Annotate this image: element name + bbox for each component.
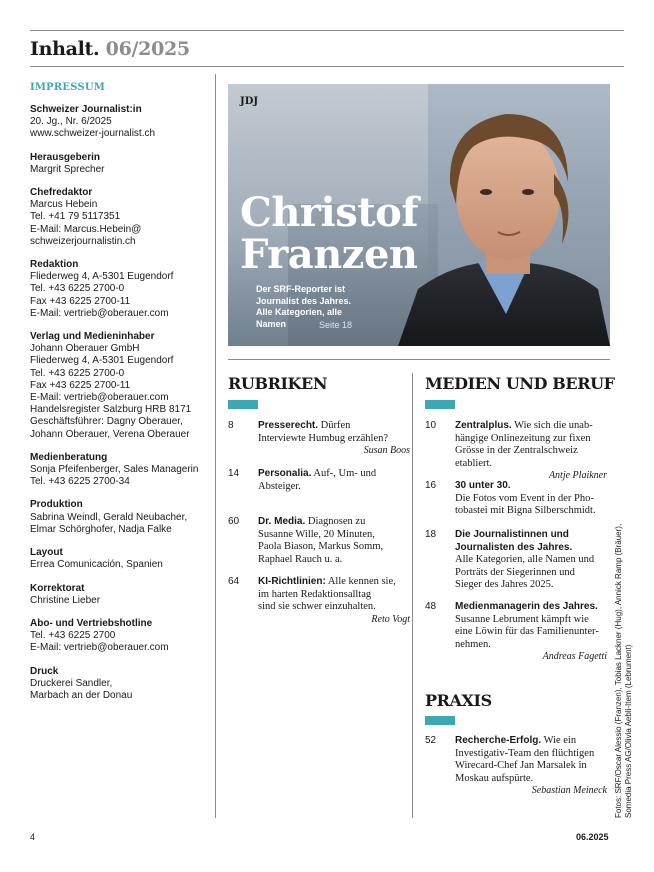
impressum-block xyxy=(30,259,212,320)
impressum-line: Fax +43 6225 2700-11 xyxy=(30,295,131,307)
impressum-line: Druckerei Sandler, xyxy=(30,677,113,689)
toc-text-line: im harten Redaktionsalltag xyxy=(258,588,372,600)
toc-first-line xyxy=(258,420,410,433)
toc-text-line: Susanne Lebrument kämpft wie xyxy=(455,613,589,625)
toc-body xyxy=(455,480,607,518)
impressum-block xyxy=(30,331,212,441)
toc-text-line: Susanne Wille, 20 Minuten, xyxy=(258,528,375,540)
cover-caption-page: Seite 18 xyxy=(319,320,353,330)
section-title-praxis: PRAXIS xyxy=(425,691,492,710)
impressum-line: Fliederweg 4, A-5301 Eugendorf xyxy=(30,355,174,367)
toc-keyword: Zentralplus. xyxy=(455,420,512,431)
impressum-line: Marbach an der Donau xyxy=(30,689,133,701)
impressum-block xyxy=(30,452,212,489)
impressum-line: Elmar Schörghofer, Nadja Falke xyxy=(30,523,172,535)
toc-text: Wie sich die unab- xyxy=(511,420,593,431)
impressum-line: Johann Oberauer GmbH xyxy=(30,343,140,355)
toc-author: Andreas Fagetti xyxy=(542,651,607,662)
toc-page-number: 16 xyxy=(425,480,437,491)
impressum-line: Geschäftsführer: Dagny Oberauer, xyxy=(30,416,183,428)
toc-text-line: etabliert. xyxy=(455,457,493,469)
section-divider xyxy=(412,373,413,818)
section-title-medien: MEDIEN UND BERUF xyxy=(425,374,615,393)
accent-bar xyxy=(425,400,455,409)
impressum-line: E-Mail: vertrieb@oberauer.com xyxy=(30,307,169,319)
toc-text: Dürfen xyxy=(318,420,351,431)
impressum-label: Produktion xyxy=(30,499,83,511)
toc-first-line xyxy=(258,468,410,481)
cover-headline: Christof Franzen xyxy=(240,189,419,278)
impressum-line: Errea Comunicación, Spanien xyxy=(30,559,163,571)
accent-bar xyxy=(228,400,258,409)
impressum-label: Verlag und Medieninhaber xyxy=(30,331,155,343)
toc-keyword: Die Journalistinnen und xyxy=(455,529,569,540)
toc-body xyxy=(258,576,410,626)
toc-body xyxy=(455,735,607,798)
toc-page-number: 10 xyxy=(425,420,437,431)
toc-keyword: Medienmanagerin des Jahres. xyxy=(455,601,598,612)
toc-author: Sebastian Meineck xyxy=(531,785,607,796)
toc-first-line xyxy=(258,516,410,529)
section-title-rubriken: RUBRIKEN xyxy=(228,374,328,393)
impressum-line: Fax +43 6225 2700-11 xyxy=(30,379,131,391)
toc-body xyxy=(258,420,410,458)
column-divider xyxy=(215,74,216,818)
impressum-line: Tel. +43 6225 2700-34 xyxy=(30,476,130,488)
impressum-label: Redaktion xyxy=(30,259,79,271)
impressum-line: Margrit Sprecher xyxy=(30,163,105,175)
impressum-line: Tel. +43 6225 2700 xyxy=(30,630,116,642)
toc-keyword: Dr. Media. xyxy=(258,516,306,527)
toc-text-line: sind sie schwer einzuhalten. xyxy=(258,601,376,612)
impressum-line: www.schweizer-journalist.ch xyxy=(30,128,156,140)
page-title: Inhalt. 06/2025 xyxy=(30,38,190,60)
toc-body xyxy=(258,516,410,566)
impressum-block xyxy=(30,499,212,536)
toc-text-line: Alle Kategorien, alle Namen und xyxy=(455,554,595,565)
impressum-line: Johann Oberauer, Verena Oberauer xyxy=(30,428,190,440)
impressum-line: Handelsregister Salzburg HRB 8171 xyxy=(30,404,192,416)
toc-keyword: Journalisten des Jahres. xyxy=(455,541,573,553)
toc-text-line: Porträts der Siegerinnen und xyxy=(455,566,575,578)
toc-text-line: Moskau aufspürte. xyxy=(455,772,534,784)
toc-body xyxy=(455,529,607,592)
impressum-heading: IMPRESSUM xyxy=(30,82,106,93)
top-rule xyxy=(30,30,624,31)
toc-text-line: nehmen. xyxy=(455,638,491,650)
impressum-line: schweizerjournalistin.ch xyxy=(30,235,136,247)
toc-text-line: Interviewte Humbug erzählen? xyxy=(258,432,389,444)
impressum-label: Herausgeberin xyxy=(30,151,101,163)
toc-text-line: Sieger des Jahres 2025. xyxy=(455,579,554,590)
toc-page-number: 8 xyxy=(228,420,234,431)
impressum-label: Abo- und Vertriebshotline xyxy=(30,617,153,629)
toc-text-line: hängige Onlinezeitung zur fixen xyxy=(455,432,591,444)
caption-line: Alle Kategorien, alle xyxy=(256,307,343,317)
toc-body xyxy=(455,601,607,664)
impressum-block xyxy=(30,666,212,703)
impressum-line: E-Mail: Marcus.Hebein@ xyxy=(30,223,142,235)
page-number: 4 xyxy=(30,832,36,842)
toc-page-number: 64 xyxy=(228,576,240,587)
toc-text-line: eine Löwin für das Familienunter- xyxy=(455,626,599,637)
impressum xyxy=(30,82,212,713)
impressum-line: Sonja Pfeifenberger, Sales Managerin xyxy=(30,464,199,476)
toc-page-number: 60 xyxy=(228,516,240,527)
toc-keyword: 30 unter 30. xyxy=(455,480,511,491)
toc-first-line xyxy=(455,735,607,748)
toc-text-line: tobastei mit Bigna Silberschmidt. xyxy=(455,505,596,516)
toc-text-line: Die Fotos vom Event in der Pho- xyxy=(455,492,594,504)
toc-text-line: Investigativ-Team den flüchtigen xyxy=(455,747,595,759)
impressum-label: Druck xyxy=(30,665,59,677)
impressum-line: Marcus Hebein xyxy=(30,199,98,211)
cover-feature[interactable] xyxy=(228,84,610,346)
toc-text: Wie ein xyxy=(541,735,577,746)
toc-body xyxy=(258,468,410,493)
toc-keyword: Personalia. xyxy=(258,468,312,479)
impressum-line: E-Mail: vertrieb@oberauer.com xyxy=(30,642,169,654)
issue-date: 06.2025 xyxy=(576,832,609,842)
toc-page-number: 18 xyxy=(425,529,437,540)
impressum-line: Tel. +43 6225 2700-0 xyxy=(30,367,125,379)
impressum-label: Korrektorat xyxy=(30,582,85,594)
toc-body xyxy=(455,420,607,483)
toc-text-line: Absteiger. xyxy=(258,480,301,492)
impressum-label: Medienberatung xyxy=(30,451,108,463)
toc-text-line: Grösse in der Zentralschweiz xyxy=(455,445,578,456)
caption-line: Journalist des Jahres. xyxy=(256,295,352,306)
impressum-line: Sabrina Weindl, Gerald Neubacher, xyxy=(30,511,188,523)
toc-page-number: 14 xyxy=(228,468,240,479)
impressum-label: Chefredaktor xyxy=(30,187,93,199)
toc-page-number: 48 xyxy=(425,601,437,612)
photo-credits: Fotos: SRF/Oscar Alessio (Franzen), Tobias Lackner (Hug), Annick Ramp (Bräuer), Somedia Press AG/Olivia Aebli-Item (Lebrument) xyxy=(614,523,633,818)
magazine-tag: JDJ xyxy=(240,96,259,107)
toc-keyword: Presserecht. xyxy=(258,420,319,431)
toc-text: Alle kennen sie, xyxy=(325,576,396,587)
issue-number: 06/2025 xyxy=(105,38,190,60)
impressum-line: E-Mail: vertrieb@oberauer.com xyxy=(30,392,169,404)
impressum-block xyxy=(30,547,212,571)
toc-text: Auf-, Um- und xyxy=(311,468,377,479)
impressum-label: Layout xyxy=(30,547,63,559)
impressum-label: Schweizer Journalist:in xyxy=(30,104,142,115)
impressum-block xyxy=(30,618,212,655)
toc-keyword: Recherche-Erfolg. xyxy=(455,735,542,746)
toc-first-line xyxy=(258,576,410,589)
impressum-block xyxy=(30,104,212,141)
accent-bar xyxy=(425,716,455,725)
toc-page-number: 52 xyxy=(425,735,437,746)
impressum-block xyxy=(30,187,212,248)
impressum-line: Christine Lieber xyxy=(30,594,101,606)
impressum-block xyxy=(30,152,212,176)
toc-text-line: Raphael Rauch u. a. xyxy=(258,553,343,565)
toc-text-line: Wirecard-Chef Jan Marsalek in xyxy=(455,760,587,771)
header-rule xyxy=(30,66,624,67)
toc-author: Susan Boos xyxy=(363,445,410,456)
impressum-block xyxy=(30,583,212,607)
toc-author: Reto Vogt xyxy=(371,613,410,625)
caption-line: Der SRF-Reporter ist xyxy=(256,284,346,294)
impressum-line: Fliederweg 4, A-5301 Eugendorf xyxy=(30,271,174,283)
toc-text: Diagnosen zu xyxy=(305,516,366,527)
toc-first-line xyxy=(455,480,607,493)
impressum-line: 20. Jg., Nr. 6/2025 xyxy=(30,116,112,128)
toc-first-line xyxy=(455,420,607,433)
impressum-line: Tel. +41 79 5117351 xyxy=(30,211,121,223)
impressum-line: Tel. +43 6225 2700-0 xyxy=(30,283,125,295)
toc-first-line xyxy=(455,601,607,614)
toc-first-line xyxy=(455,529,607,542)
toc-text-line: Paola Biason, Markus Somm, xyxy=(258,541,384,552)
toc-keyword: KI-Richtlinien: xyxy=(258,576,326,587)
content-rule xyxy=(228,359,610,360)
toc-author: Antje Plaikner xyxy=(548,470,607,481)
caption-line: Namen xyxy=(256,318,287,329)
